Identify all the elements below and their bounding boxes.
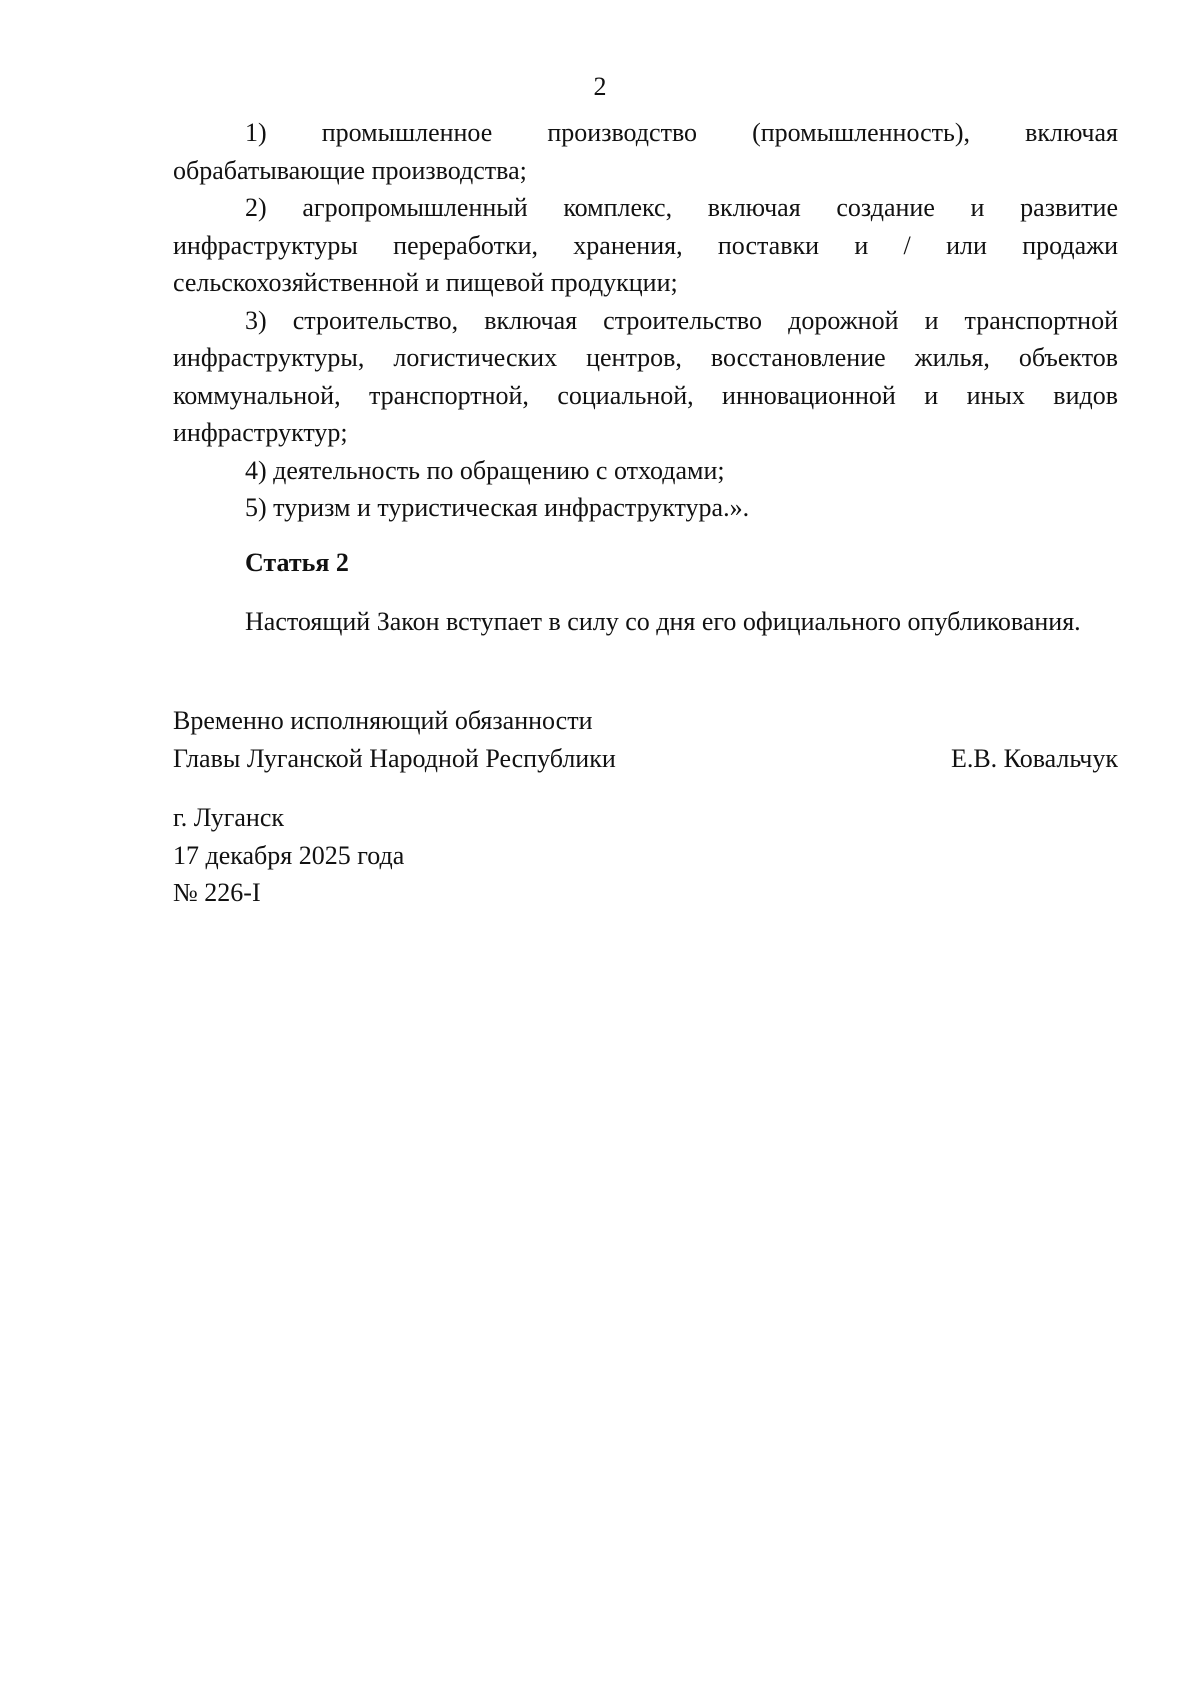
signatory-position-line-1: Временно исполняющий обязанности [173,706,593,735]
issuance-city: г. Луганск [173,803,285,832]
article-heading: Статья 2 [245,548,349,577]
issuance-date: 17 декабря 2025 года [173,840,405,870]
article-paragraph: Настоящий Закон вступает в силу со дня его официального опубликования. [245,607,1081,636]
article-body [173,603,1118,641]
signature-line [173,740,1118,778]
list-item-3: 3) строительство, включая строительство дорожной и транспортной инфраструктуры, логистических центров, восстановление жилья, объектов коммунальной, транспортной, социальной, инновационной и иных видов инфраструктур; [173,305,1118,447]
page-number: 2 [593,72,607,101]
numbered-list [173,114,1118,527]
law-number: № 226-I [173,878,261,907]
list-item-4: 4) деятельность по обращению с отходами; [245,455,725,485]
signatory-position-line-2: Главы Луганской Народной Республики [173,743,616,773]
signatory-name: Е.В. Ковальчук [950,743,1118,773]
signature-block [173,702,1118,777]
list-item-2: 2) агропромышленный комплекс, включая создание и развитие инфраструктуры переработки, хранения, поставки и / или продажи сельскохозяйственной и пищевой продукции; [173,193,1118,297]
issuance-details [173,799,404,912]
list-item-5: 5) туризм и туристическая инфраструктура.». [245,493,750,522]
list-item-1: 1) промышленное производство (промышленность), включая обрабатывающие производства; [173,118,1118,185]
